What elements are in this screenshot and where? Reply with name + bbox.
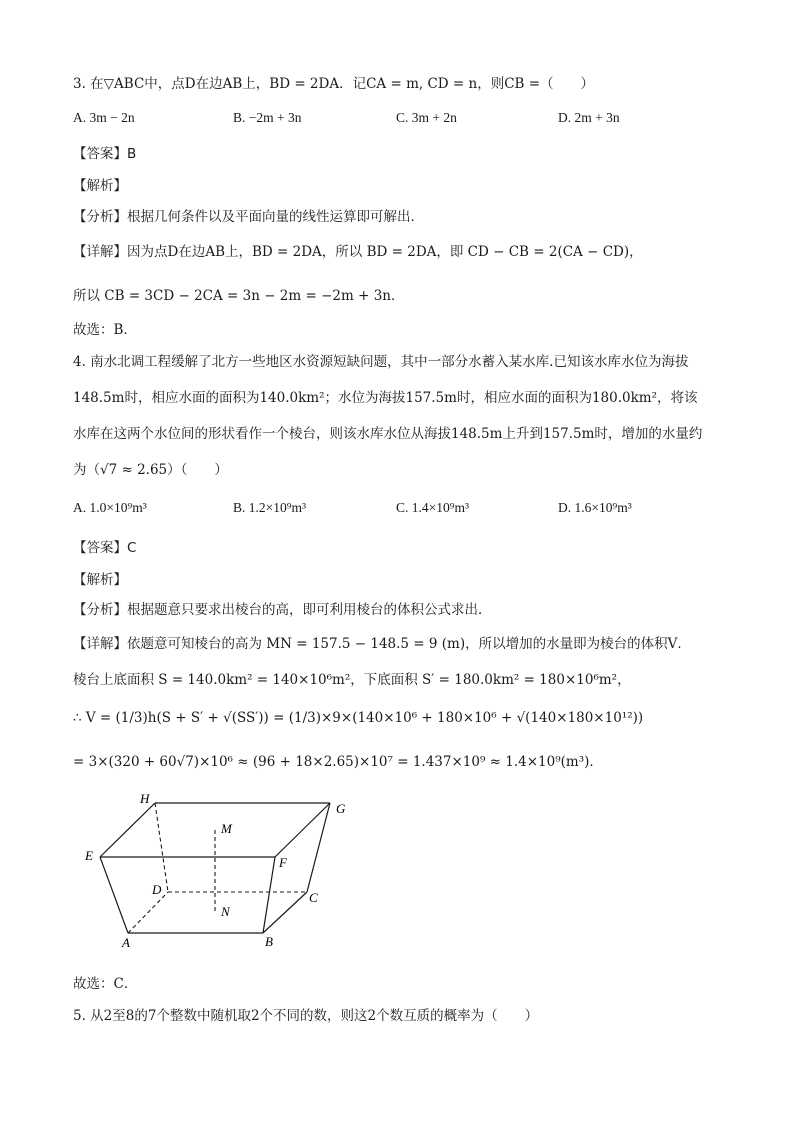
label-N: N bbox=[221, 904, 230, 919]
q4-stem-2: 148.5m时，相应水面的面积为140.0km²；水位为海拔157.5m时，相应水面的面积为180.0km²，将该 bbox=[73, 390, 698, 406]
label-H: H bbox=[140, 791, 150, 806]
q3-option-a: A. 3m − 2n bbox=[73, 110, 135, 125]
q4-stem-3: 水库在这两个水位间的形状看作一个棱台，则该水库水位从海拔148.5m上升到157.5m时，增加的水量约 bbox=[73, 426, 703, 442]
label-E: E bbox=[85, 848, 93, 863]
q4-analysis-label: 【解析】 bbox=[73, 572, 127, 588]
label-M: M bbox=[221, 821, 232, 836]
edge-EH bbox=[100, 803, 155, 857]
edge-HD bbox=[155, 803, 168, 892]
q4-detail-3: ∴ V = (1/3)h(S + S′ + √(SS′)) = (1/3)×9×(140×10⁶ + 180×10⁶ + √(140×180×10¹²)) bbox=[73, 710, 644, 726]
q5-stem: 5. 从2至8的7个整数中随机取2个不同的数，则这2个数互质的概率为（ ） bbox=[73, 1008, 539, 1024]
q4-detail-4: = 3×(320 + 60√7)×10⁶ ≈ (96 + 18×2.65)×10⁷ = 1.437×10⁹ ≈ 1.4×10⁹(m³)． bbox=[73, 754, 603, 770]
label-D: D bbox=[152, 882, 162, 897]
q4-choice: 故选：C． bbox=[73, 976, 138, 992]
q4-option-a: A. 1.0×10⁹m³ bbox=[73, 500, 147, 515]
q3-fenxi: 【分析】根据几何条件以及平面向量的线性运算即可解出． bbox=[73, 209, 424, 225]
edge-FB bbox=[263, 857, 275, 933]
q4-detail-1: 【详解】依题意可知棱台的高为 MN = 157.5 − 148.5 = 9 (m)，所以增加的水量即为棱台的体积V． bbox=[73, 636, 691, 652]
label-C: C bbox=[309, 890, 318, 905]
q3-stem: 3. 在▽ABC中，点D在边AB上，BD = 2DA．记CA = m, CD = n，则CB =（ ） bbox=[73, 76, 595, 92]
q4-stem-4: 为（√7 ≈ 2.65）（ ） bbox=[73, 462, 228, 478]
edge-AD bbox=[128, 892, 168, 933]
q3-option-b: B. −2m + 3n bbox=[233, 110, 302, 125]
frustum-figure bbox=[80, 788, 360, 958]
q4-option-d: D. 1.6×10⁹m³ bbox=[558, 500, 632, 515]
edge-BC bbox=[263, 892, 307, 933]
q3-choice: 故选：B． bbox=[73, 322, 137, 338]
q4-detail-2: 棱台上底面积 S = 140.0km² = 140×10⁶m²，下底面积 S′ = 180.0km² = 180×10⁶m²， bbox=[73, 672, 631, 688]
label-A: A bbox=[122, 935, 130, 950]
q3-analysis-label: 【解析】 bbox=[73, 178, 127, 194]
edge-GF bbox=[275, 803, 330, 857]
label-F: F bbox=[279, 855, 287, 870]
edge-EA bbox=[100, 857, 128, 933]
q3-option-d: D. 2m + 3n bbox=[558, 110, 620, 125]
q3-option-c: C. 3m + 2n bbox=[396, 110, 457, 125]
q4-fenxi: 【分析】根据题意只要求出棱台的高，即可利用棱台的体积公式求出． bbox=[73, 602, 492, 618]
label-B: B bbox=[265, 934, 273, 949]
edge-GC bbox=[307, 803, 330, 892]
q3-detail-1: 【详解】因为点D在边AB上，BD = 2DA，所以 BD = 2DA，即 CD − CB = 2(CA − CD)， bbox=[73, 244, 643, 260]
label-G: G bbox=[336, 801, 346, 816]
q4-stem-1: 4. 南水北调工程缓解了北方一些地区水资源短缺问题，其中一部分水蓄入某水库.已知该水库水位为海拔 bbox=[73, 354, 689, 370]
q4-option-b: B. 1.2×10⁹m³ bbox=[233, 500, 306, 515]
q3-answer: 【答案】B bbox=[73, 146, 137, 162]
q3-detail-2: 所以 CB = 3CD − 2CA = 3n − 2m = −2m + 3n． bbox=[73, 288, 405, 304]
q4-option-c: C. 1.4×10⁹m³ bbox=[396, 500, 469, 515]
q4-answer: 【答案】C bbox=[73, 540, 137, 556]
